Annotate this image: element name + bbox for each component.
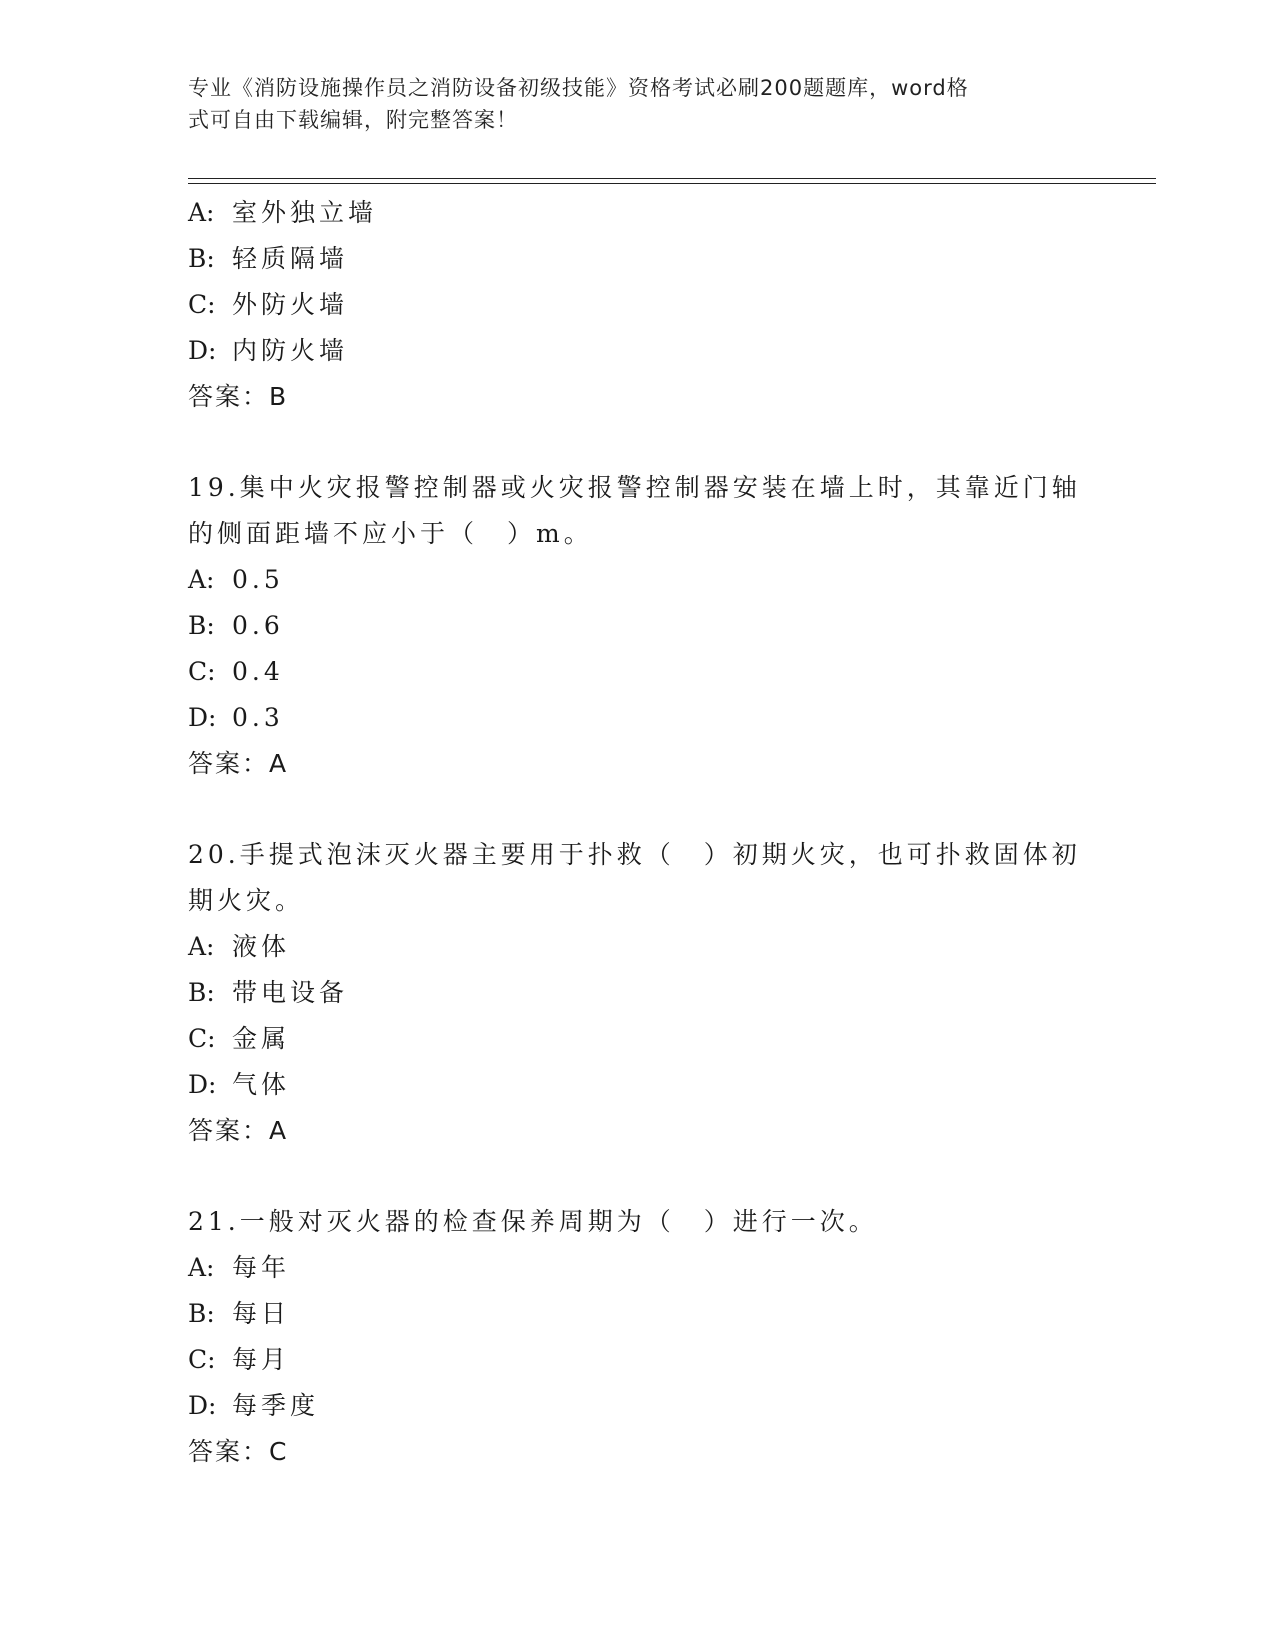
option-c: C: 0.4 bbox=[188, 657, 284, 686]
question-18-continued bbox=[188, 190, 1088, 420]
option-d: D: 0.3 bbox=[188, 703, 284, 732]
question-21 bbox=[188, 1199, 1088, 1475]
option-b: B: 带电设备 bbox=[188, 978, 349, 1007]
option-a: A: 每年 bbox=[188, 1253, 291, 1282]
option-c: C: 每月 bbox=[188, 1345, 291, 1374]
question-19 bbox=[188, 465, 1088, 787]
header-divider-top bbox=[188, 178, 1156, 179]
question-text-line-1: 21.一般对灭火器的检查保养周期为（ ）进行一次。 bbox=[188, 1207, 878, 1236]
question-text-line-1: 20.手提式泡沫灭火器主要用于扑救（ ）初期火灾，也可扑救固体初 bbox=[188, 840, 1081, 869]
option-d: D: 内防火墙 bbox=[188, 336, 349, 365]
option-b: B: 每日 bbox=[188, 1299, 291, 1328]
option-c: C: 外防火墙 bbox=[188, 290, 349, 319]
option-a: A: 室外独立墙 bbox=[188, 198, 378, 227]
answer-line: 答案：A bbox=[188, 749, 289, 778]
option-d: D: 气体 bbox=[188, 1070, 291, 1099]
header-divider-bottom bbox=[188, 183, 1156, 184]
header-line-2: 式可自由下载编辑，附完整答案！ bbox=[188, 108, 518, 132]
option-c: C: 金属 bbox=[188, 1024, 291, 1053]
answer-line: 答案：B bbox=[188, 382, 289, 411]
answer-line: 答案：A bbox=[188, 1116, 289, 1145]
question-text-line-1: 19.集中火灾报警控制器或火灾报警控制器安装在墙上时，其靠近门轴 bbox=[188, 473, 1081, 502]
answer-line: 答案：C bbox=[188, 1437, 289, 1466]
question-text-line-2: 的侧面距墙不应小于（ ）m。 bbox=[188, 519, 593, 548]
question-20 bbox=[188, 832, 1088, 1154]
question-list bbox=[188, 190, 1088, 1475]
option-b: B: 轻质隔墙 bbox=[188, 244, 349, 273]
option-b: B: 0.6 bbox=[188, 611, 284, 640]
option-a: A: 液体 bbox=[188, 932, 291, 961]
question-text-line-2: 期火灾。 bbox=[188, 886, 305, 915]
option-a: A: 0.5 bbox=[188, 565, 284, 594]
option-d: D: 每季度 bbox=[188, 1391, 320, 1420]
header-line-1: 专业《消防设施操作员之消防设备初级技能》资格考试必刷200题题库，word格 bbox=[188, 76, 969, 100]
document-header bbox=[188, 72, 1068, 136]
